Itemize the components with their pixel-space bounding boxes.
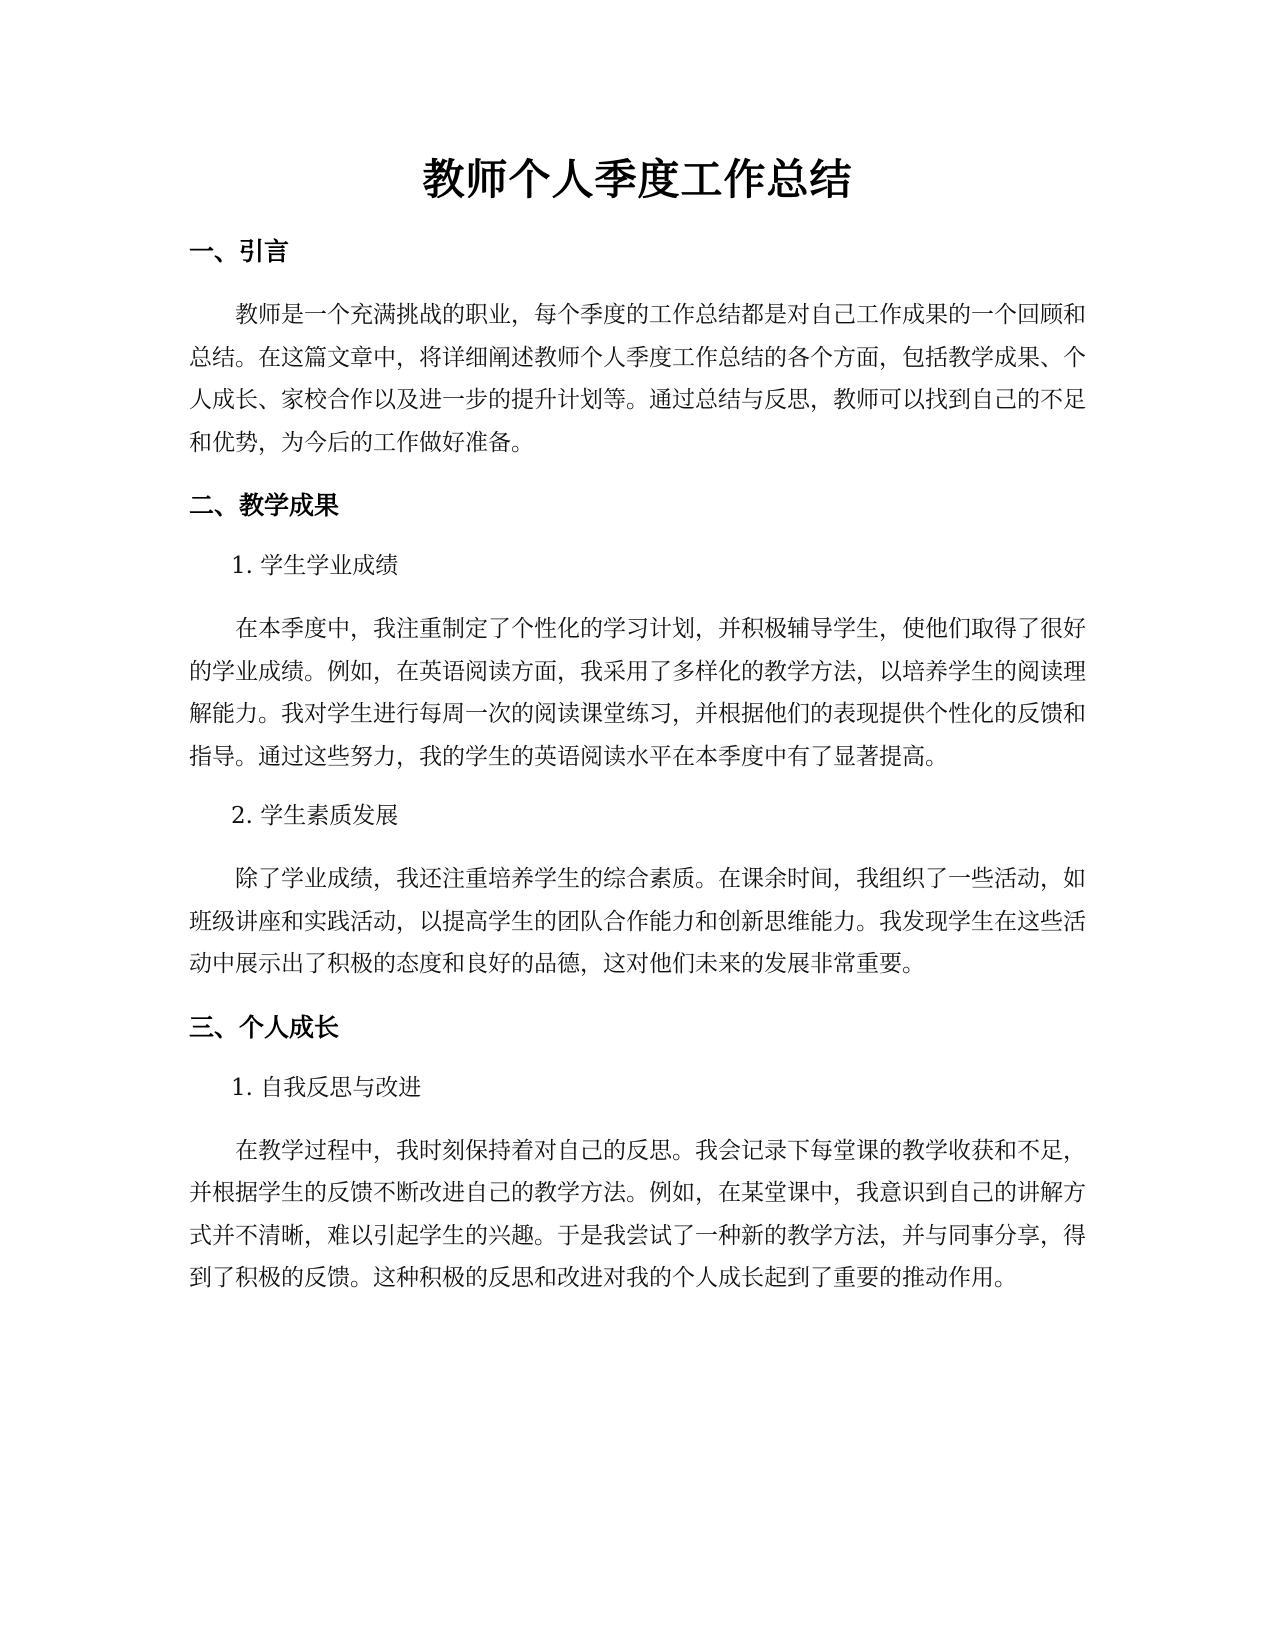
- subheading-academic-performance: 1. 学生学业成绩: [231, 553, 399, 579]
- subheading-self-reflection: 1. 自我反思与改进: [231, 1074, 422, 1101]
- subheading-student-quality: 2. 学生素质发展: [231, 803, 399, 829]
- section-heading-personal-growth: 三、个人成长: [189, 1012, 340, 1042]
- document-title: 教师个人季度工作总结: [422, 155, 853, 204]
- student-quality-paragraph: 除了学业成绩，我还注重培养学生的综合素质。在课余时间，我组织了一些活动，如班级讲座和实践活动，以提高学生的团队合作能力和创新思维能力。我发现学生在这些活动中展示出了积极的态度和良好的品德，这对他们未来的发展非常重要。: [189, 866, 1086, 977]
- document-page: [189, 150, 1086, 1300]
- section-heading-teaching-results: 二、教学成果: [189, 491, 340, 520]
- academic-performance-paragraph: 在本季度中，我注重制定了个性化的学习计划，并积极辅导学生，使他们取得了很好的学业成绩。例如，在英语阅读方面，我采用了多样化的教学方法，以培养学生的阅读理解能力。我对学生进行每周一次的阅读课堂练习，并根据他们的表现提供个性化的反馈和指导。通过这些努力，我的学生的英语阅读水平在本季度中有了显著提高。: [189, 616, 1086, 770]
- introduction-paragraph: 教师是一个充满挑战的职业，每个季度的工作总结都是对自己工作成果的一个回顾和总结。在这篇文章中，将详细阐述教师个人季度工作总结的各个方面，包括教学成果、个人成长、家校合作以及进一步的提升计划等。通过总结与反思，教师可以找到自己的不足和优势，为今后的工作做好准备。: [189, 302, 1086, 456]
- section-heading-introduction: 一、引言: [189, 237, 290, 266]
- self-reflection-paragraph: 在教学过程中，我时刻保持着对自己的反思。我会记录下每堂课的教学收获和不足，并根据学生的反馈不断改进自己的教学方法。例如，在某堂课中，我意识到自己的讲解方式并不清晰，难以引起学生的兴趣。于是我尝试了一种新的教学方法，并与同事分享，得到了积极的反馈。这种积极的反思和改进对我的个人成长起到了重要的推动作用。: [189, 1137, 1086, 1291]
